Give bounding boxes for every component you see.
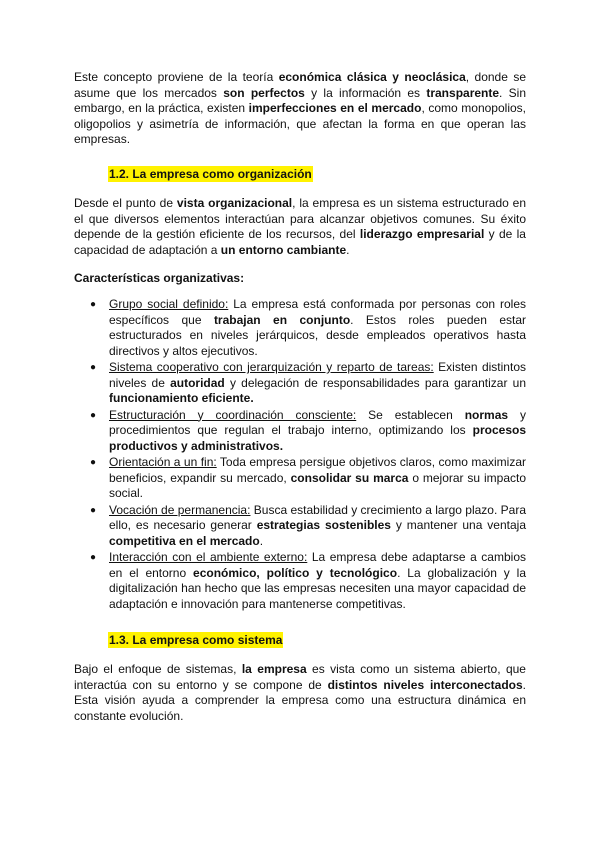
organization-paragraph: Desde el punto de vista organizacional, la empresa es un sistema estructurado en el que diversos elementos interactúan para alcanzar objetivos comunes. Su éxito depende de la gestión eficiente de los recursos, del liderazgo empresarial y de la capacidad de adaptación a un entorno cambiante. (74, 196, 527, 257)
list-item: ● Orientación a un fin: Toda empresa persigue objetivos claros, como maximizar beneficios, expandir su mercado, consolidar su marca o mejorar su impacto social. (90, 455, 526, 500)
section-heading-1-3: 1.3. La empresa como sistema (109, 633, 283, 647)
bullet-icon: ● (90, 552, 97, 563)
intro-paragraph: Este concepto proviene de la teoría económica clásica y neoclásica, donde se asume que los mercados son perfectos y la información es transparente. Sin embargo, en la práctica, existen imperfecciones en el mercado, como monopolios, oligopolios y asimetría de información, que afectan la forma en que operan las empresas. (74, 70, 527, 146)
features-list (74, 297, 526, 613)
list-item: ● Grupo social definido: La empresa está conformada por personas con roles específicos que trabajan en conjunto. Estos roles pueden estar estructurados en niveles jerárquicos, desde empleados operativos hasta directivos y altos ejecutivos. (90, 297, 526, 358)
system-paragraph: Bajo el enfoque de sistemas, la empresa es vista como un sistema abierto, que interactúa con su entorno y se compone de distintos niveles interconectados. Esta visión ayuda a comprender la empresa como una estructura dinámica en constante evolución. (74, 662, 526, 723)
list-item: ● Estructuración y coordinación consciente: Se establecen normas y procedimientos que regulan el trabajo interno, optimizando los procesos productivos y administrativos. (90, 407, 526, 453)
bullet-icon: ● (90, 362, 97, 373)
bullet-icon: ● (90, 504, 97, 516)
bullet-icon: ● (90, 299, 97, 310)
bullet-icon: ● (90, 457, 97, 468)
list-item: ● Vocación de permanencia: Busca estabilidad y crecimiento a largo plazo. Para ello, es necesario generar estrategias sostenibles y mantener una ventaja competitiva en el mercado. (90, 502, 526, 548)
list-item: ● Interacción con el ambiente externo: La empresa debe adaptarse a cambios en el entorno económico, político y tecnológico. La globalización y la digitalización han hecho que las empresas necesiten una mayor capacidad de adaptación e innovación para mantenerse competitivas. (90, 550, 527, 611)
list-item: ● Sistema cooperativo con jerarquización y reparto de tareas: Existen distintos niveles de autoridad y delegación de responsabilidades para garantizar un funcionamiento eficiente. (90, 360, 526, 405)
features-title: Características organizativas: (74, 271, 245, 285)
bullet-icon: ● (90, 409, 97, 421)
section-heading-1-2: 1.2. La empresa como organización (109, 167, 312, 181)
